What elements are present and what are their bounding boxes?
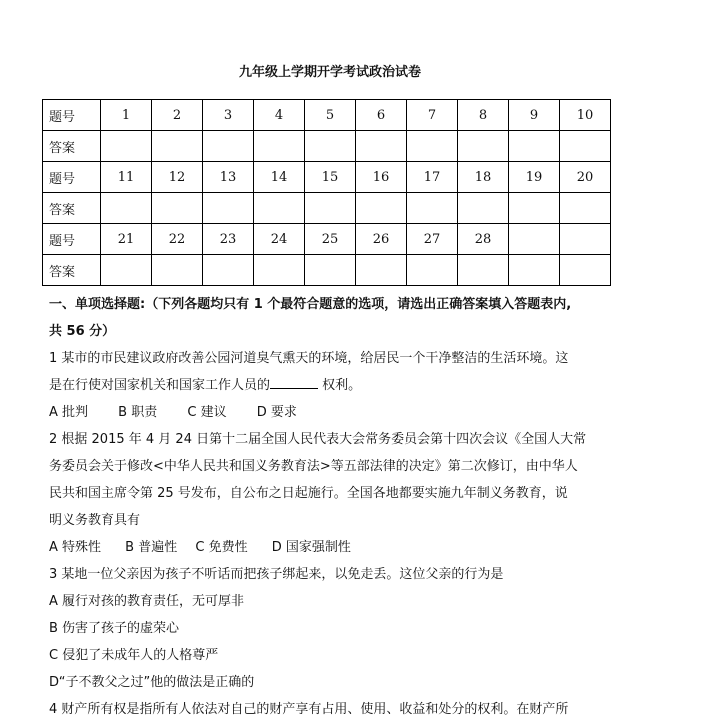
question-number-cell: 7 bbox=[407, 100, 458, 131]
question-number-cell: 18 bbox=[458, 162, 509, 193]
question-number-cell: 17 bbox=[407, 162, 458, 193]
question-4-text: 4 财产所有权是指所有人依法对自己的财产享有占用、使用、收益和处分的权利。在财产所 bbox=[49, 702, 569, 717]
question-3-text: 3 某地一位父亲因为孩子不听话而把孩子绑起来，以免走丢。这位父亲的行为是 bbox=[49, 567, 504, 582]
question-number-row bbox=[43, 224, 611, 255]
question-1-text-part: 是在行使对国家机关和国家工作人员的 bbox=[49, 378, 271, 393]
answer-row bbox=[43, 255, 611, 286]
answer-cell[interactable] bbox=[152, 131, 203, 162]
question-2-options bbox=[49, 534, 609, 561]
question-section bbox=[49, 291, 609, 723]
question-number-cell: 5 bbox=[305, 100, 356, 131]
answer-cell[interactable] bbox=[356, 255, 407, 286]
option-b: B 伤害了孩子的虚荣心 bbox=[49, 621, 180, 636]
answer-cell[interactable] bbox=[305, 193, 356, 224]
answer-cell[interactable] bbox=[560, 131, 611, 162]
section-heading-cont: 共 56 分） bbox=[49, 324, 116, 339]
question-number-cell: 24 bbox=[254, 224, 305, 255]
answer-cell[interactable] bbox=[254, 131, 305, 162]
question-number-cell: 4 bbox=[254, 100, 305, 131]
answer-cell[interactable] bbox=[509, 193, 560, 224]
answer-cell[interactable] bbox=[101, 193, 152, 224]
answer-cell[interactable] bbox=[356, 131, 407, 162]
question-number-row bbox=[43, 100, 611, 131]
question-number-cell: 28 bbox=[458, 224, 509, 255]
question-2-text: 2 根据 2015 年 4 月 24 日第十二届全国人民代表大会常务委员会第十四次会议《全国人大常 bbox=[49, 432, 587, 447]
row-label: 题号 bbox=[43, 224, 101, 255]
question-number-cell: 21 bbox=[101, 224, 152, 255]
answer-cell[interactable] bbox=[101, 255, 152, 286]
answer-table bbox=[42, 99, 611, 286]
answer-cell[interactable] bbox=[152, 193, 203, 224]
answer-cell[interactable] bbox=[458, 193, 509, 224]
question-number-cell: 1 bbox=[101, 100, 152, 131]
option-b: B 普遍性 bbox=[125, 540, 178, 555]
question-number-cell bbox=[560, 224, 611, 255]
answer-cell[interactable] bbox=[254, 255, 305, 286]
option-c: C 建议 bbox=[187, 405, 227, 420]
answer-cell[interactable] bbox=[203, 193, 254, 224]
question-2-text: 明义务教育具有 bbox=[49, 513, 141, 528]
question-number-cell: 6 bbox=[356, 100, 407, 131]
row-label: 答案 bbox=[43, 131, 101, 162]
row-label: 题号 bbox=[43, 162, 101, 193]
answer-row bbox=[43, 131, 611, 162]
answer-cell[interactable] bbox=[509, 255, 560, 286]
question-2-text: 民共和国主席令第 25 号发布，自公布之日起施行。全国各地都要实施九年制义务教育，说 bbox=[49, 486, 568, 501]
question-1-options bbox=[49, 399, 609, 426]
answer-cell[interactable] bbox=[560, 255, 611, 286]
row-label: 答案 bbox=[43, 193, 101, 224]
question-number-cell: 16 bbox=[356, 162, 407, 193]
section-heading: 一、单项选择题:（下列各题均只有 1 个最符合题意的选项，请选出正确答案填入答题表内, bbox=[49, 297, 572, 312]
option-c: C 侵犯了未成年人的人格尊严 bbox=[49, 648, 219, 663]
question-number-cell: 15 bbox=[305, 162, 356, 193]
option-c: C 免费性 bbox=[195, 540, 248, 555]
answer-cell[interactable] bbox=[254, 193, 305, 224]
option-a: A 批判 bbox=[49, 405, 89, 420]
row-label: 题号 bbox=[43, 100, 101, 131]
option-d: D“子不教父之过”他的做法是正确的 bbox=[49, 675, 255, 690]
row-label: 答案 bbox=[43, 255, 101, 286]
answer-cell[interactable] bbox=[305, 131, 356, 162]
answer-cell[interactable] bbox=[101, 131, 152, 162]
answer-cell[interactable] bbox=[356, 193, 407, 224]
option-b: B 职责 bbox=[118, 405, 158, 420]
answer-cell[interactable] bbox=[203, 131, 254, 162]
answer-cell[interactable] bbox=[458, 131, 509, 162]
question-number-cell: 9 bbox=[509, 100, 560, 131]
question-1-text-end: 权利。 bbox=[318, 378, 362, 393]
question-number-cell: 19 bbox=[509, 162, 560, 193]
question-number-cell: 20 bbox=[560, 162, 611, 193]
question-1-text: 1 某市的市民建议政府改善公园河道臭气熏天的环境，给居民一个干净整洁的生活环境。这 bbox=[49, 351, 569, 366]
question-number-cell: 26 bbox=[356, 224, 407, 255]
answer-blank bbox=[270, 374, 318, 389]
answer-cell[interactable] bbox=[152, 255, 203, 286]
option-a: A 特殊性 bbox=[49, 540, 102, 555]
question-number-cell: 11 bbox=[101, 162, 152, 193]
answer-cell[interactable] bbox=[407, 255, 458, 286]
answer-cell[interactable] bbox=[203, 255, 254, 286]
question-number-cell: 23 bbox=[203, 224, 254, 255]
answer-cell[interactable] bbox=[509, 131, 560, 162]
question-number-cell: 22 bbox=[152, 224, 203, 255]
question-number-cell: 25 bbox=[305, 224, 356, 255]
answer-cell[interactable] bbox=[458, 255, 509, 286]
option-d: D 要求 bbox=[256, 405, 297, 420]
question-number-cell: 12 bbox=[152, 162, 203, 193]
question-2-text: 务委员会关于修改<中华人民共和国义务教育法>等五部法律的决定》第二次修订，由中华人 bbox=[49, 459, 578, 474]
question-number-cell: 13 bbox=[203, 162, 254, 193]
answer-cell[interactable] bbox=[305, 255, 356, 286]
answer-cell[interactable] bbox=[407, 193, 458, 224]
question-number-cell: 14 bbox=[254, 162, 305, 193]
question-number-cell: 27 bbox=[407, 224, 458, 255]
question-1-text bbox=[49, 372, 609, 399]
question-number-cell: 3 bbox=[203, 100, 254, 131]
answer-cell[interactable] bbox=[407, 131, 458, 162]
question-number-cell bbox=[509, 224, 560, 255]
question-number-cell: 2 bbox=[152, 100, 203, 131]
answer-row bbox=[43, 193, 611, 224]
page-title: 九年级上学期开学考试政治试卷 bbox=[238, 65, 421, 80]
option-d: D 国家强制性 bbox=[271, 540, 351, 555]
option-a: A 履行对孩的教育责任，无可厚非 bbox=[49, 594, 245, 609]
question-number-cell: 8 bbox=[458, 100, 509, 131]
question-number-cell: 10 bbox=[560, 100, 611, 131]
question-number-row bbox=[43, 162, 611, 193]
answer-cell[interactable] bbox=[560, 193, 611, 224]
